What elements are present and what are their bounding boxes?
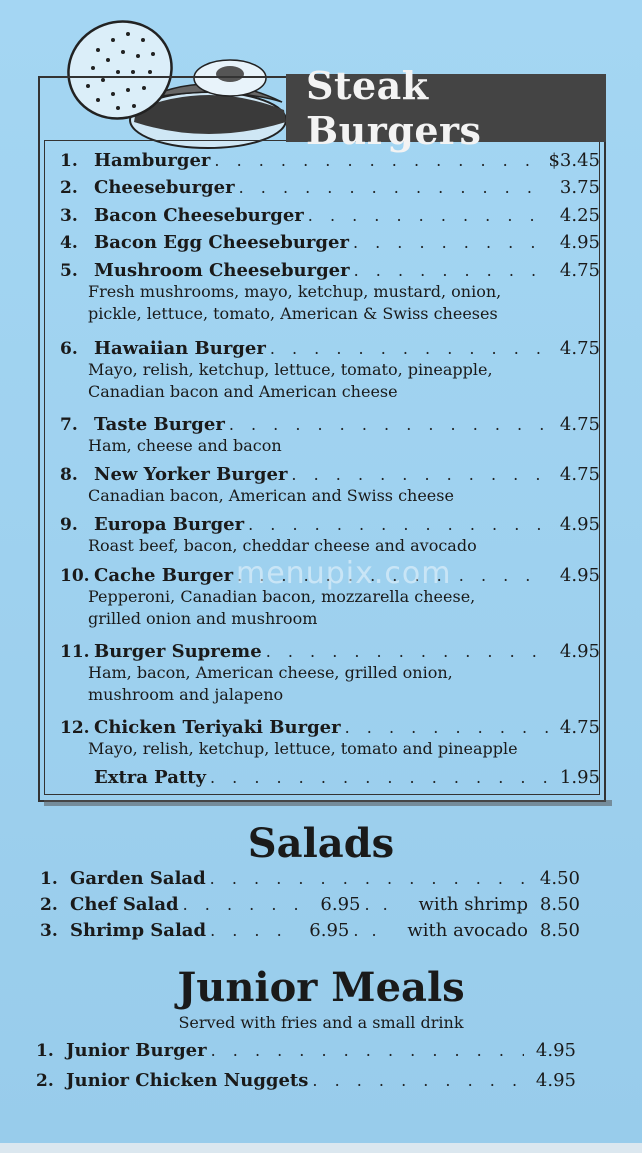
menu-item [60, 232, 600, 253]
junior-meals-title: Junior Meals [177, 964, 465, 1011]
item-name: Europa Burger [94, 514, 245, 535]
leader-dots [353, 233, 548, 252]
item-number: 7. [60, 415, 78, 435]
item-price: 6.95 [309, 920, 350, 941]
item-number: 1. [36, 1041, 54, 1061]
item-number: 2. [36, 1071, 54, 1091]
item-number: 11. [60, 642, 90, 662]
item-price: 1.95 [559, 767, 600, 788]
salad-item [40, 894, 580, 915]
menu-item [60, 205, 600, 226]
junior-item [36, 1070, 576, 1091]
item-price: 6.95 [320, 894, 361, 915]
menu-item [60, 641, 600, 706]
item-option-price: 8.50 [539, 920, 580, 941]
item-number: 4. [60, 233, 78, 253]
item-name: Hamburger [94, 150, 211, 171]
item-price: 4.95 [559, 514, 600, 535]
leader-dots [183, 895, 309, 914]
item-name: Chicken Teriyaki Burger [94, 717, 341, 738]
item-name: Garden Salad [70, 868, 206, 889]
junior-meals-subtitle: Served with fries and a small drink [178, 1013, 464, 1032]
item-number: 12. [60, 718, 90, 738]
item-number: 1. [60, 151, 78, 171]
item-description: Ham, bacon, American cheese, grilled onion, [88, 663, 453, 682]
item-description: pickle, lettuce, tomato, American & Swiss cheeses [88, 304, 498, 323]
item-name: New Yorker Burger [94, 464, 288, 485]
junior-item [36, 1040, 576, 1061]
menu-item [60, 338, 600, 403]
extra-patty-item [60, 767, 600, 788]
item-price: 4.75 [559, 260, 600, 281]
leader-dots [365, 895, 399, 914]
menu-item [60, 514, 600, 557]
item-number: 8. [60, 465, 78, 485]
item-price: 4.95 [559, 232, 600, 253]
item-name: Burger Supreme [94, 641, 262, 662]
item-number: 2. [40, 895, 58, 915]
menu-item [60, 150, 600, 171]
item-option-label: with shrimp [418, 894, 528, 915]
item-price: 4.95 [559, 641, 600, 662]
salad-item [40, 868, 580, 889]
leader-dots [210, 768, 548, 787]
item-option-price: 8.50 [539, 894, 580, 915]
item-name: Bacon Egg Cheeseburger [94, 232, 349, 253]
item-description: Canadian bacon and American cheese [88, 382, 398, 401]
menu-item [60, 260, 600, 325]
menu-item [60, 717, 600, 760]
item-description: grilled onion and mushroom [88, 609, 318, 628]
item-name: Cache Burger [94, 565, 234, 586]
item-description: Roast beef, bacon, cheddar cheese and avocado [88, 536, 477, 555]
leader-dots [210, 869, 528, 888]
leader-dots [266, 642, 548, 661]
item-name: Junior Burger [66, 1040, 207, 1061]
leader-dots [248, 515, 548, 534]
item-name: Taste Burger [94, 414, 225, 435]
item-number: 2. [60, 178, 78, 198]
leader-dots [210, 921, 297, 940]
item-description: Fresh mushrooms, mayo, ketchup, mustard, onion, [88, 282, 502, 301]
item-price: 4.75 [559, 338, 600, 359]
item-price: 4.75 [559, 717, 600, 738]
item-price: 4.25 [559, 205, 600, 226]
item-number: 3. [60, 206, 78, 226]
item-description: mushroom and jalapeno [88, 685, 284, 704]
steak-burgers-header [286, 63, 606, 153]
leader-dots [308, 206, 548, 225]
item-description: Mayo, relish, ketchup, lettuce, tomato and pineapple [88, 739, 518, 758]
salads-title: Salads [247, 820, 395, 867]
item-price: 4.50 [539, 868, 580, 889]
leader-dots [214, 151, 544, 170]
leader-dots [312, 1071, 524, 1090]
item-number: 1. [40, 869, 58, 889]
item-name: Chef Salad [70, 894, 179, 915]
frame-shadow [44, 800, 612, 806]
item-description: Pepperoni, Canadian bacon, mozzarella cheese, [88, 587, 476, 606]
item-name: Mushroom Cheeseburger [94, 260, 350, 281]
item-price: 4.95 [535, 1040, 576, 1061]
item-description: Canadian bacon, American and Swiss cheese [88, 486, 454, 505]
menu-item [60, 464, 600, 507]
item-name: Extra Patty [94, 767, 206, 788]
item-number: 10. [60, 566, 90, 586]
leader-dots [211, 1041, 524, 1060]
leader-dots [354, 261, 548, 280]
leader-dots [270, 339, 548, 358]
page-edge [0, 1143, 642, 1153]
leader-dots [345, 718, 548, 737]
leader-dots [229, 415, 548, 434]
menu-item [60, 414, 600, 457]
item-option-label: with avocado [407, 920, 528, 941]
item-price: 3.75 [559, 177, 600, 198]
item-price: 4.75 [559, 414, 600, 435]
leader-dots [291, 465, 548, 484]
item-number: 3. [40, 921, 58, 941]
item-price: 4.95 [535, 1070, 576, 1091]
salad-item [40, 920, 580, 941]
item-number: 6. [60, 339, 78, 359]
steak-burgers-title: Steak Burgers [306, 63, 482, 153]
leader-dots [239, 178, 548, 197]
item-name: Shrimp Salad [70, 920, 207, 941]
item-name: Cheeseburger [94, 177, 235, 198]
item-price: 4.95 [559, 565, 600, 586]
watermark: menupix.com [236, 556, 452, 591]
item-description: Ham, cheese and bacon [88, 436, 282, 455]
item-price: 4.75 [559, 464, 600, 485]
leader-dots [353, 921, 387, 940]
item-number: 9. [60, 515, 78, 535]
item-name: Bacon Cheeseburger [94, 205, 304, 226]
item-description: Mayo, relish, ketchup, lettuce, tomato, pineapple, [88, 360, 493, 379]
item-number: 5. [60, 261, 78, 281]
item-price: $3.45 [548, 150, 600, 171]
item-name: Junior Chicken Nuggets [66, 1070, 309, 1091]
item-name: Hawaiian Burger [94, 338, 266, 359]
menu-item [60, 177, 600, 198]
